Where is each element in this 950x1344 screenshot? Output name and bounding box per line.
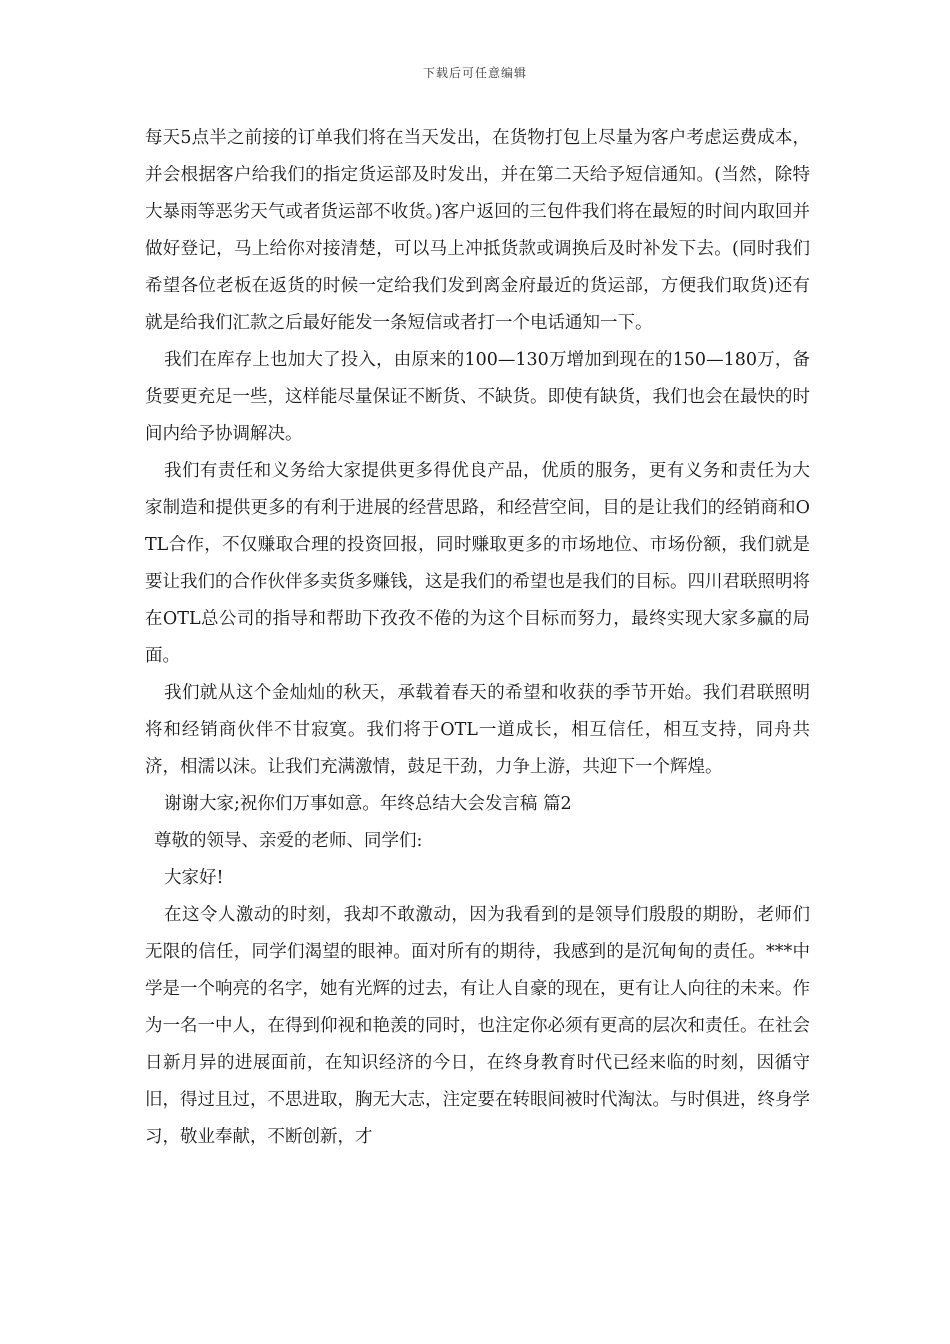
paragraph-greeting: 大家好!	[164, 868, 224, 888]
document-body	[145, 120, 810, 1156]
paragraph-responsibility: 我们有责任和义务给大家提供更多得优良产品，优质的服务，更有义务和责任为大家制造和提供更多的有利于进展的经营思路，和经营空间，目的是让我们的经销商和OTL合作，不仅赚取合理的投资回报，同时赚取更多的市场地位、市场份额，我们就是要让我们的合作伙伴多卖货多赚钱，这是我们的希望也是我们的目标。四川君联照明将在OTL总公司的指导和帮助下孜孜不倦的为这个目标而努力，最终实现大家多赢的局面。	[145, 461, 810, 666]
paragraph-inventory: 我们在库存上也加大了投入，由原来的100—130万增加到现在的150—180万，备货要更充足一些，这样能尽量保证不断货、不缺货。即使有缺货，我们也会在最快的时间内给予协调解决。	[145, 350, 810, 444]
paragraph-salutation: 尊敬的领导、亲爱的老师、同学们:	[154, 831, 423, 851]
paragraph-thanks-title: 谢谢大家;祝你们万事如意。年终总结大会发言稿 篇2	[164, 794, 572, 814]
paragraph-autumn: 我们就从这个金灿灿的秋天，承载着春天的希望和收获的季节开始。我们君联照明将和经销商伙伴不甘寂寞。我们将于OTL一道成长，相互信任，相互支持，同舟共济，相濡以沫。让我们充满激情，鼓足干劲，力争上游，共迎下一个辉煌。	[145, 683, 810, 777]
page-header: 下载后可任意编辑	[422, 66, 527, 80]
paragraph-speech-body: 在这令人激动的时刻，我却不敢激动，因为我看到的是领导们殷殷的期盼，老师们无限的信任，同学们渴望的眼神。面对所有的期待，我感到的是沉甸甸的责任。***中学是一个响亮的名字，她有光辉的过去，有让人自豪的现在，更有让人向往的未来。作为一名一中人，在得到仰视和艳羡的同时，也注定你必须有更高的层次和责任。在社会日新月异的进展面前，在知识经济的今日，在终身教育时代已经来临的时刻，因循守旧，得过且过，不思进取，胸无大志，注定要在转眼间被时代淘汰。与时俱进，终身学习，敬业奉献，不断创新，才	[145, 905, 810, 1147]
paragraph-shipping: 每天5点半之前接的订单我们将在当天发出，在货物打包上尽量为客户考虑运费成本，并会根据客户给我们的指定货运部及时发出，并在第二天给予短信通知。(当然，除特大暴雨等恶劣天气或者货运部不收货。)客户返回的三包件我们将在最短的时间内取回并做好登记，马上给你对接清楚，可以马上冲抵货款或调换后及时补发下去。(同时我们希望各位老板在返货的时候一定给我们发到离金府最近的货运部，方便我们取货)还有就是给我们汇款之后最好能发一条短信或者打一个电话通知一下。	[145, 128, 810, 333]
